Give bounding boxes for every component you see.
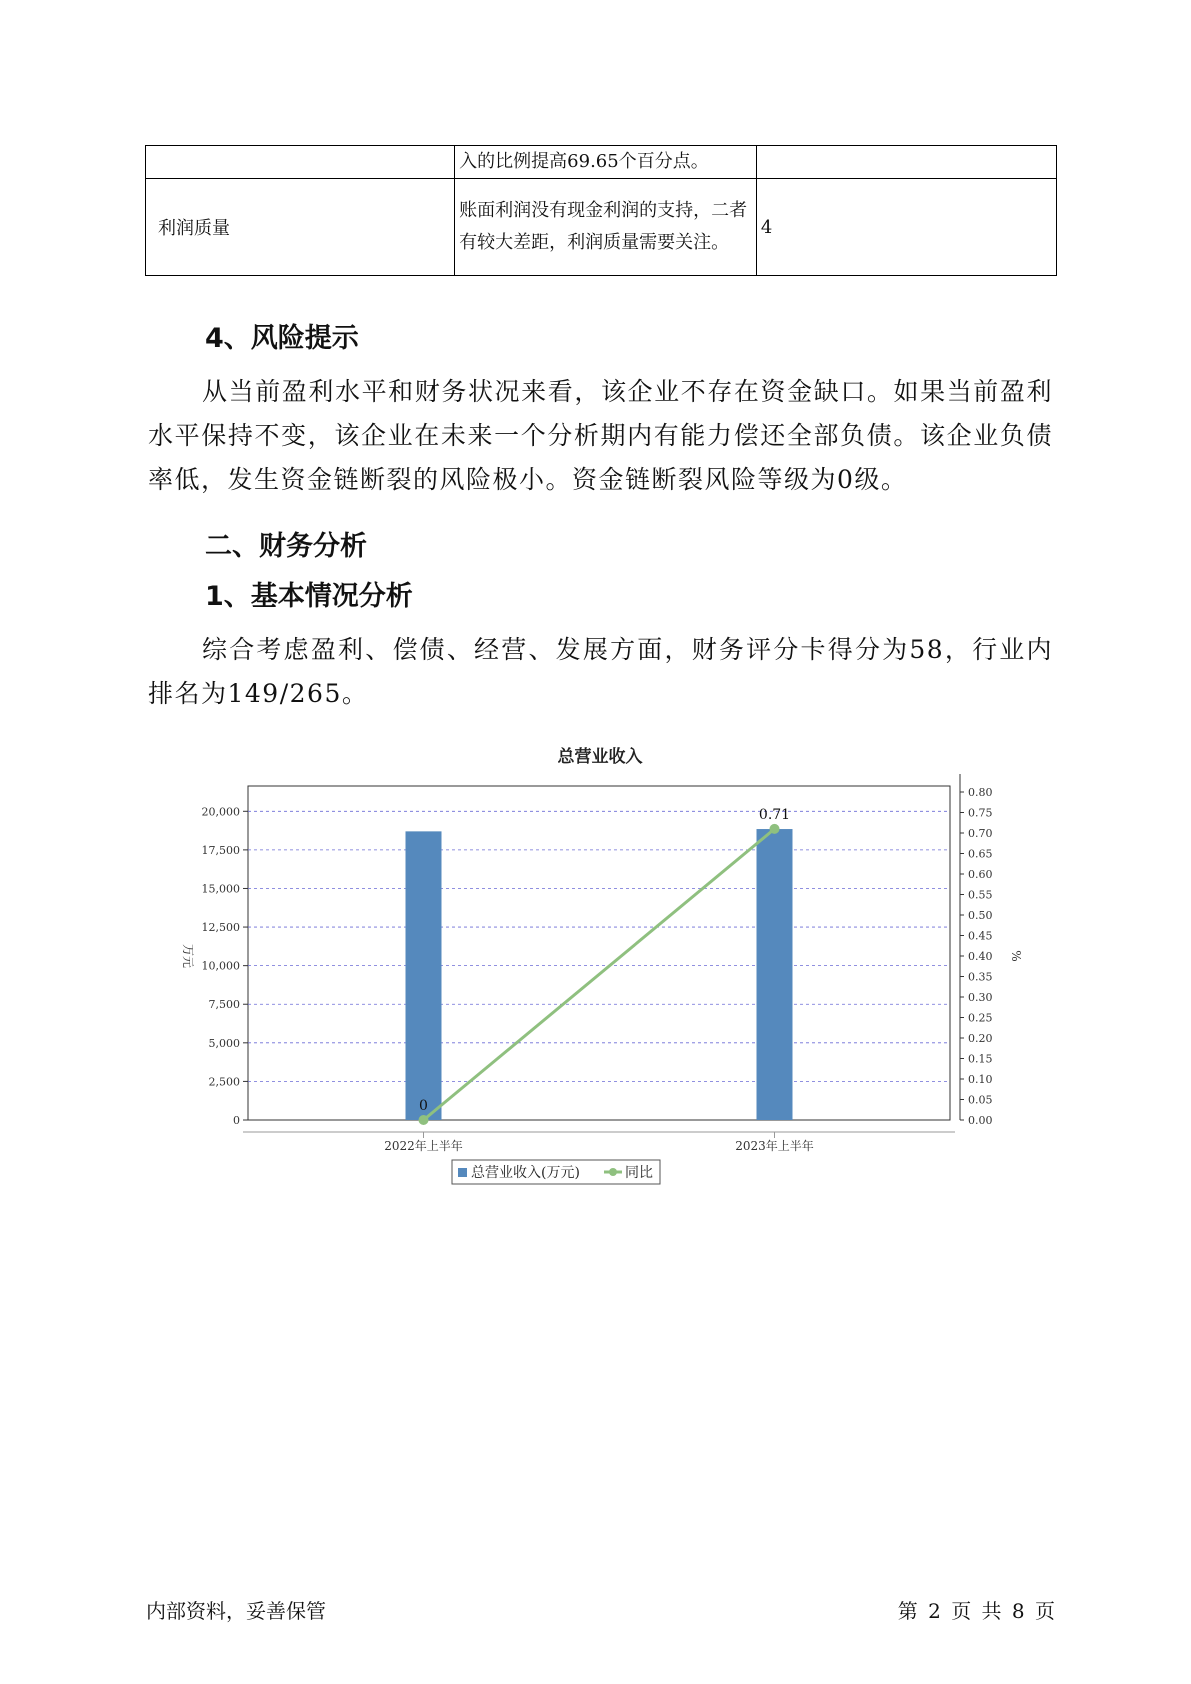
y2-tick-label: 0.50 — [968, 909, 993, 922]
y2-tick-label: 0.70 — [968, 827, 993, 840]
y-tick-label: 7,500 — [208, 998, 240, 1012]
y2-tick-label: 0.65 — [968, 847, 993, 861]
x-tick-label: 2023年上半年 — [735, 1139, 814, 1153]
bar — [406, 831, 442, 1120]
y2-tick-label: 0.25 — [968, 1011, 993, 1025]
y-tick-label: 0 — [233, 1114, 240, 1127]
revenue-chart — [170, 740, 1030, 1200]
series-point — [419, 1115, 429, 1125]
y-axis-label: 万元 — [181, 943, 195, 969]
profit-quality-table — [145, 145, 1057, 276]
table-cell-score: 4 — [756, 179, 1056, 276]
series-line — [424, 829, 775, 1120]
chart-title: 总营业收入 — [557, 747, 643, 767]
y2-tick-label: 0.35 — [968, 970, 993, 984]
y2-tick-label: 0.40 — [968, 950, 993, 963]
basic-analysis-heading: 1、基本情况分析 — [205, 581, 413, 612]
y2-tick-label: 0.45 — [968, 929, 993, 943]
finance-heading: 二、财务分析 — [205, 531, 367, 562]
legend-line-marker — [609, 1168, 617, 1176]
y2-tick-label: 0.80 — [968, 786, 993, 799]
y-tick-label: 15,000 — [201, 882, 240, 896]
series-point — [770, 824, 780, 834]
y2-tick-label: 0.60 — [968, 868, 993, 881]
y2-tick-label: 0.15 — [968, 1052, 993, 1066]
data-label: 0.71 — [758, 806, 791, 823]
footer-page-number: 第 2 页 共 8 页 — [897, 1599, 1055, 1623]
basic-analysis-paragraph: 综合考虑盈利、偿债、经营、发展方面，财务评分卡得分为58，行业内排名为149/265。 — [148, 635, 1053, 708]
y-tick-label: 17,500 — [201, 843, 240, 857]
y-tick-label: 2,500 — [208, 1075, 240, 1089]
data-label: 0 — [419, 1098, 428, 1114]
legend-line-label: 同比 — [625, 1165, 653, 1181]
y2-tick-label: 0.30 — [968, 991, 993, 1004]
y2-tick-label: 0.55 — [968, 888, 993, 902]
y-tick-label: 5,000 — [208, 1036, 240, 1050]
table-row — [146, 146, 1057, 179]
table-cell-description: 账面利润没有现金利润的支持，二者有较大差距，利润质量需要关注。 — [455, 179, 757, 276]
table-cell-score — [756, 146, 1056, 179]
y2-axis-label: % — [1009, 950, 1023, 962]
risk-paragraph: 从当前盈利水平和财务状况来看，该企业不存在资金缺口。如果当前盈利水平保持不变，该企业在未来一个分析期内有能力偿还全部负债。该企业负债率低，发生资金链断裂的风险极小。资金链断裂风险等级为0级。 — [148, 377, 1053, 494]
y-tick-label: 20,000 — [201, 805, 240, 819]
plot-frame — [248, 786, 950, 1120]
table-cell-item: 利润质量 — [146, 179, 455, 276]
table-row — [146, 179, 1057, 276]
legend-bar-label: 总营业收入(万元) — [471, 1165, 580, 1181]
footer-confidential: 内部资料，妥善保管 — [146, 1599, 326, 1623]
y2-tick-label: 0.05 — [968, 1093, 993, 1107]
y2-tick-label: 0.75 — [968, 806, 993, 820]
y2-tick-label: 0.00 — [968, 1114, 993, 1127]
y2-tick-label: 0.20 — [968, 1032, 993, 1045]
bar — [757, 829, 793, 1120]
y-tick-label: 12,500 — [201, 921, 240, 935]
risk-heading: 4、风险提示 — [205, 323, 359, 354]
table-cell-item — [146, 146, 455, 179]
y2-tick-label: 0.10 — [968, 1073, 993, 1086]
table-cell-description: 入的比例提高69.65个百分点。 — [455, 146, 757, 179]
legend-bar-swatch — [458, 1168, 467, 1177]
x-tick-label: 2022年上半年 — [384, 1139, 463, 1153]
y-tick-label: 10,000 — [201, 959, 240, 973]
